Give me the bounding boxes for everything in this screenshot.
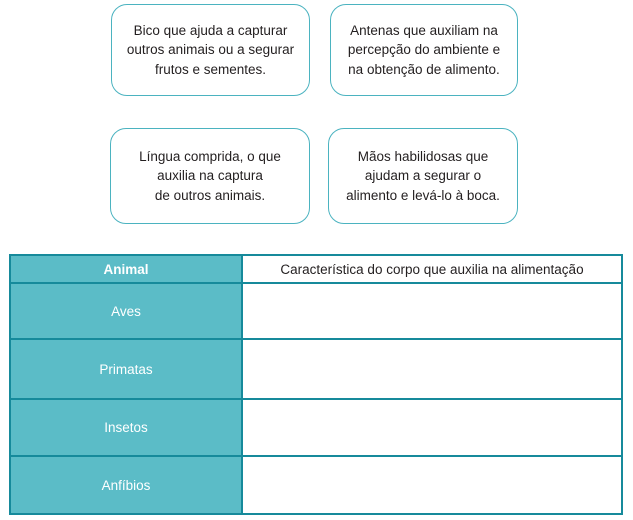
- answer-cell-anfibios[interactable]: [241, 457, 621, 513]
- answer-cell-insetos[interactable]: [241, 400, 621, 455]
- answer-cell-aves[interactable]: [241, 284, 621, 338]
- row-label-insetos: Insetos: [11, 400, 241, 455]
- option-card-maos[interactable]: Mãos habilidosas que ajudam a segurar o alimento e levá-lo à boca.: [328, 128, 518, 224]
- row-label-primatas: Primatas: [11, 340, 241, 398]
- animal-table: [9, 254, 623, 515]
- option-card-bico[interactable]: Bico que ajuda a capturar outros animais ou a segurar frutos e sementes.: [111, 4, 310, 96]
- option-card-lingua[interactable]: Língua comprida, o que auxilia na captura de outros animais.: [110, 128, 310, 224]
- option-card-antenas[interactable]: Antenas que auxiliam na percepção do ambiente e na obtenção de alimento.: [330, 4, 518, 96]
- answer-cell-primatas[interactable]: [241, 340, 621, 398]
- header-animal: Animal: [11, 256, 241, 282]
- row-label-aves: Aves: [11, 284, 241, 338]
- header-characteristic: Característica do corpo que auxilia na alimentação: [241, 256, 621, 282]
- row-label-anfibios: Anfíbios: [11, 457, 241, 513]
